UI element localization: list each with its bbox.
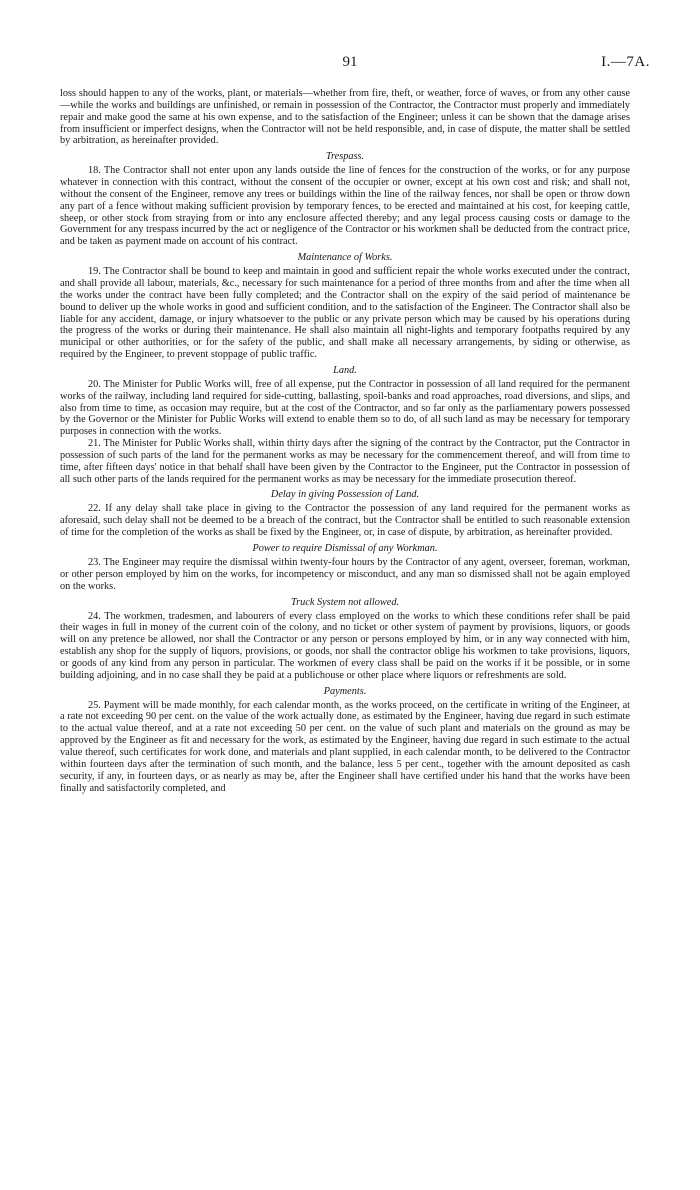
clause-paragraph: 24. The workmen, tradesmen, and labourers of every class employed on the works to which these conditions refer shall be paid their wages in full in money of the current coin of the colony, and no ticket or other system of payment by provisions, liquors, or goods will on any pretence be allowed, nor shall the Contractor or any person or persons employed by him, or in any way connected with him, establish any shop for the supply of liquors, provisions, or goods, nor shall the contractor oblige his workmen to take provisions, liquors, or goods of any kind from any person in particular. The workmen of every class shall be paid on the works if it be possible, or in some building adjoining, and in no case shall they be paid at a publichouse or other place where liquors or refreshments are sold.	[60, 610, 630, 681]
clause-paragraph: 21. The Minister for Public Works shall, within thirty days after the signing of the contract by the Contractor, put the Contractor in possession of such parts of the land for the permanent works as may be necessary for the commencement thereof, and will from time to time, after fifteen days' notice in that behalf shall have been given by the Contractor to the Engineer, put the Contractor in possession of all such other parts of the lands required for the permanent works as may be necessary for the immediate prosecution thereof.	[60, 438, 630, 485]
clause-paragraph: 25. Payment will be made monthly, for each calendar month, as the works proceed, on the certificate in writing of the Engineer, at a rate not exceeding 90 per cent. on the value of the work actually done, as estimated by the Engineer, having due regard in such estimate to the actual value thereof, and at a rate not exceeding 50 per cent. on the value of such plant and materials on the ground as may be approved by the Engineer as fit and necessary for the work, as estimated by the Engineer, having due regard in such estimate to the actual value thereof, such certificates for work done, and materials and plant supplied, in each calendar month, to be delivered to the Contractor within fourteen days after the termination of such month, and the balance, less 5 per cent., together with the amount deposited as cash security, if any, in fourteen days, or as nearly as may be, after the Engineer shall have certified under his hand that the works have been finally and satisfactorily completed, and	[60, 699, 630, 794]
section-heading: Maintenance of Works.	[297, 252, 393, 264]
section-heading: Land.	[333, 364, 357, 376]
clause-paragraph: 18. The Contractor shall not enter upon any lands outside the line of fences for the construction of the works, or for any purpose whatever in connection with this contract, without the consent of the occupier or owner, except at his own cost and risk; and shall not, without the consent of the Engineer, remove any trees or buildings within the line of the railway fences, nor shall be open or throw down any part of a fence without making sufficient provision by temporary fences, to be erected and maintained at his cost, for keeping cattle, sheep, or other stock from straying from or into any enclosure affected thereby; and any legal process causing costs or damage to the Government for any trespass incurred by the act or negligence of the Contractor or his workmen shall be deducted from the contract price, and be taken as payment made on account of his contract.	[60, 165, 630, 248]
document-reference: I.—7A.	[601, 54, 650, 70]
page-number: 91	[342, 54, 358, 70]
section-heading: Delay in giving Possession of Land.	[270, 489, 420, 501]
clause-paragraph: 20. The Minister for Public Works will, free of all expense, put the Contractor in possession of all land required for the permanent works of the railway, including land required for side-cutting, ballasting, spoil-banks and road approaches, road diversions, and slips, and also from time to time, as occasion may require, but at the cost of the Contractor, and so far only as the parliamentary powers possessed by the Governor or the Minister for Public Works will extend to enable them so to do, of all such land as may be necessary for temporary purposes in connection with the works.	[60, 378, 630, 438]
clause-paragraph: 23. The Engineer may require the dismissal within twenty-four hours by the Contractor of any agent, overseer, foreman, workman, or other person employed by him on the works, for incompetency or misconduct, and any man so dismissed shall not be again employed on the works.	[60, 557, 630, 592]
clause-paragraph: loss should happen to any of the works, plant, or materials—whether from fire, theft, or weather, force of waves, or from any other cause—while the works and buildings are unfinished, or remain in possession of the Contractor, the Contractor must properly and immediately repair and make good the same at his own expense, and to the satisfaction of the Engineer; unless it can be shown that the damage arises from insufficient or imperfect designs, when the Contractor will not be held responsible, and, in case of dispute, the matter shall be settled by arbitration, as hereinafter provided.	[60, 88, 630, 147]
section-heading: Payments.	[323, 685, 367, 697]
section-heading: Power to require Dismissal of any Workman.	[252, 543, 438, 554]
clause-paragraph: 22. If any delay shall take place in giving to the Contractor the possession of any land required for the permanent works as aforesaid, such delay shall not be deemed to be a breach of the contract, but the Contractor shall be entitled to such reasonable extension of time for the completion of the works as shall be fixed by the Engineer, or, in case of dispute, by arbitration, as hereinafter provided.	[60, 503, 630, 539]
clause-paragraph: 19. The Contractor shall be bound to keep and maintain in good and sufficient repair the whole works executed under the contract, and shall provide all labour, materials, &c., necessary for such maintenance for a period of three months from and after the time when all the works under the contract have been fully completed; and the Contractor shall on the expiry of the said period of maintenance be bound to deliver up the whole works in good and sufficient condition, and to the satisfaction of the Engineer. The Contractor shall also be liable for any accident, damage, or injury whatsoever to the public or any private person which may be caused by his operations during the progress of the works or during their maintenance. He shall also maintain all night-lights and temporary footpaths required by any municipal or other authorities, or for the safety of the public, and shall make all necessary arrangements, by siding or otherwise, as required by the Engineer, to prevent stoppage of public traffic.	[60, 266, 630, 361]
document-body	[60, 88, 630, 794]
section-heading: Trespass.	[325, 151, 365, 163]
section-heading: Truck System not allowed.	[290, 596, 400, 608]
